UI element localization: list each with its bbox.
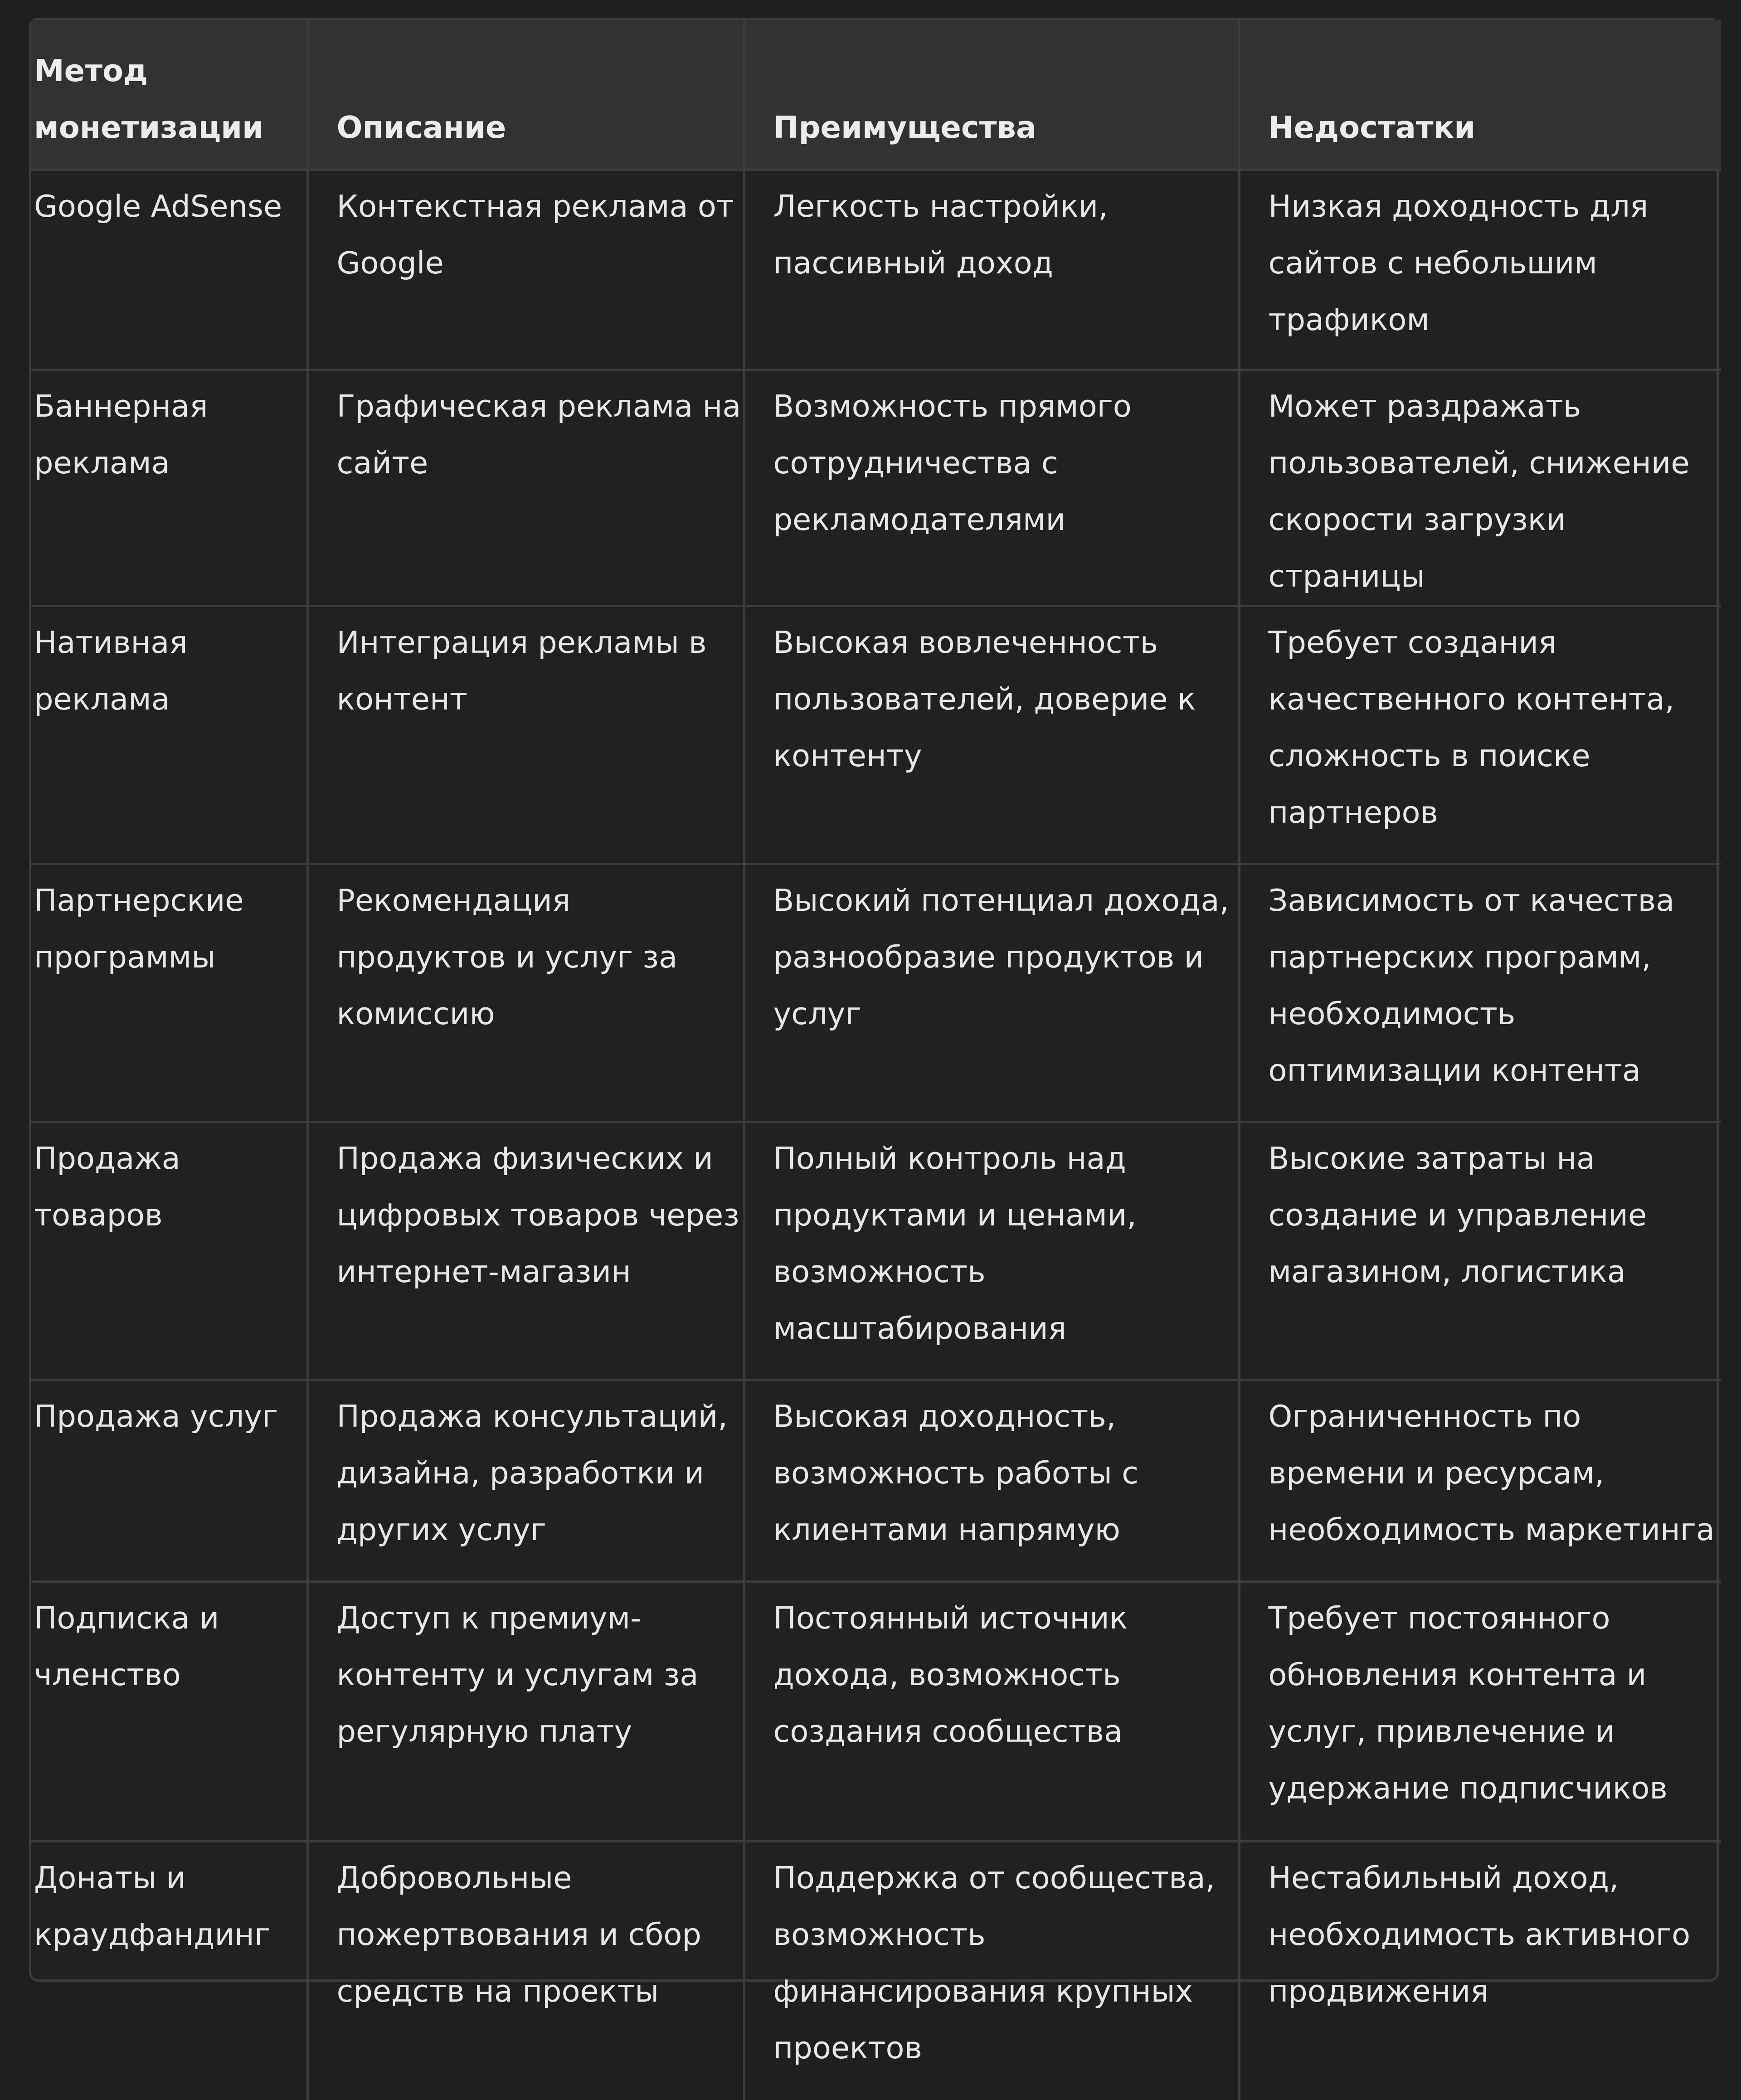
cell-disadvantages: Может раздражать пользователей, снижение скорости загрузки страницы <box>1239 370 1721 606</box>
cell-advantages: Поддержка от сообщества, возможность финансирования крупных проектов <box>744 1842 1239 2100</box>
cell-disadvantages: Низкая доходность для сайтов с небольшим трафиком <box>1239 170 1721 370</box>
cell-disadvantages: Ограниченность по времени и ресурсам, необходимость маркетинга <box>1239 1380 1721 1582</box>
cell-disadvantages: Требует постоянного обновления контента и услуг, привлечение и удержание подписчиков <box>1239 1582 1721 1842</box>
cell-description: Доступ к премиум-контенту и услугам за регулярную плату <box>307 1582 744 1842</box>
table-row <box>31 370 1721 606</box>
table-row <box>31 1842 1721 2100</box>
cell-disadvantages: Нестабильный доход, необходимость активного продвижения <box>1239 1842 1721 2100</box>
cell-method: Нативная реклама <box>31 606 307 864</box>
cell-description: Добровольные пожертвования и сбор средств на проекты <box>307 1842 744 2100</box>
table-row <box>31 606 1721 864</box>
cell-description: Контекстная реклама от Google <box>307 170 744 370</box>
cell-advantages: Высокая доходность, возможность работы с клиентами напрямую <box>744 1380 1239 1582</box>
table-row <box>31 864 1721 1122</box>
cell-description: Продажа консультаций, дизайна, разработки и других услуг <box>307 1380 744 1582</box>
cell-description: Рекомендация продуктов и услуг за комиссию <box>307 864 744 1122</box>
cell-advantages: Легкость настройки, пассивный доход <box>744 170 1239 370</box>
cell-description: Графическая реклама на сайте <box>307 370 744 606</box>
cell-advantages: Постоянный источник дохода, возможность создания сообщества <box>744 1582 1239 1842</box>
cell-disadvantages: Высокие затраты на создание и управление магазином, логистика <box>1239 1122 1721 1380</box>
header-method: Метод монетизации <box>31 20 307 170</box>
header-advantages: Преимущества <box>744 20 1239 170</box>
cell-method: Донаты и краудфандинг <box>31 1842 307 2100</box>
cell-method: Продажа услуг <box>31 1380 307 1582</box>
cell-method: Подписка и членство <box>31 1582 307 1842</box>
cell-method: Google AdSense <box>31 170 307 370</box>
table-row <box>31 170 1721 370</box>
cell-advantages: Высокая вовлеченность пользователей, доверие к контенту <box>744 606 1239 864</box>
table-header-row <box>31 20 1721 170</box>
cell-disadvantages: Требует создания качественного контента, сложность в поиске партнеров <box>1239 606 1721 864</box>
cell-description: Интеграция рекламы в контент <box>307 606 744 864</box>
cell-advantages: Полный контроль над продуктами и ценами, возможность масштабирования <box>744 1122 1239 1380</box>
table-row <box>31 1380 1721 1582</box>
table-row <box>31 1582 1721 1842</box>
cell-disadvantages: Зависимость от качества партнерских программ, необходимость оптимизации контента <box>1239 864 1721 1122</box>
cell-description: Продажа физических и цифровых товаров через интернет-магазин <box>307 1122 744 1380</box>
header-description: Описание <box>307 20 744 170</box>
cell-method: Баннерная реклама <box>31 370 307 606</box>
monetization-table <box>29 18 1719 1982</box>
cell-advantages: Возможность прямого сотрудничества с рекламодателями <box>744 370 1239 606</box>
cell-method: Партнерские программы <box>31 864 307 1122</box>
cell-advantages: Высокий потенциал дохода, разнообразие продуктов и услуг <box>744 864 1239 1122</box>
data-table <box>31 20 1721 2100</box>
cell-method: Продажа товаров <box>31 1122 307 1380</box>
header-disadvantages: Недостатки <box>1239 20 1721 170</box>
table-row <box>31 1122 1721 1380</box>
